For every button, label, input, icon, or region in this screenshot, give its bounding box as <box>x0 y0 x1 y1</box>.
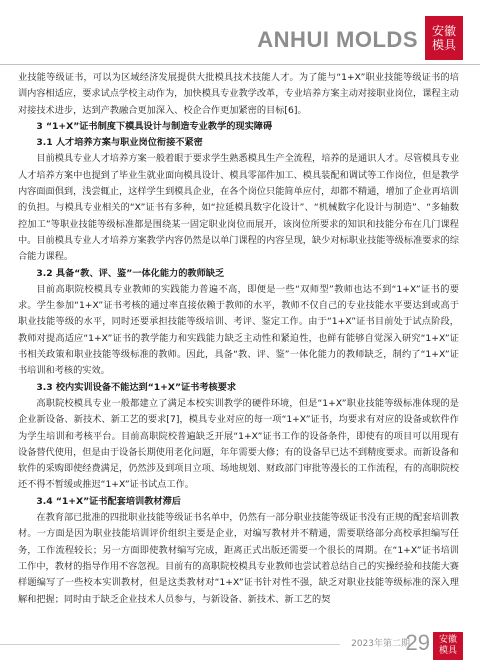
section-heading: 3.3 校内实训设备不能达到“1+X”证书考核要求 <box>36 381 237 393</box>
footer-divider <box>0 644 340 645</box>
body-paragraph: 目前模具专业人才培养方案一般着眼于要求学生熟悉模具生产全流程，培养的是通识人才。尽管模具专业人才培养方案中也提到了毕业生就业面向模具设计、模具零部件加工、模具装配和调试等工作岗位，但是教学内容面面俱到，浅尝辄止，这样学生到模具企业，在各个岗位只能简单应付，却都不精通，增加了企业再培训的负担。与模具专业相关的“X”证书有多种，如“拉延模具数字化设计”、“机械数字化设计与制造”、“多轴数控加工”等职业技能等级标准都是围绕某一固定职业岗位而展开，该岗位所要求的知识和技能分布在几门课程中。目前模具专业人才培养方案教学内容仍然是以单门课程的内容呈现，缺少对标职业技能等级标准要求的综合能力课程。 <box>18 153 460 263</box>
section-heading: 3.2 具备“教、评、鉴”一体化能力的教师缺乏 <box>36 267 225 279</box>
header-divider <box>0 64 480 65</box>
footer-logo <box>433 632 463 660</box>
article-body <box>18 70 459 608</box>
body-paragraph: 高职院校模具专业一般都建立了满足本校实训教学的硬件环境，但是“1+X”职业技能等级标准体现的是企业新设备、新技术、新工艺的要求[7]，模具专业对应的每一项“1+X”证书，均要求有对应的设备或软件作为学生培训和考核平台。目前高职院校普遍缺乏开展“1+X”证书工作的设备条件，即使有的项目可以用现有设备替代使用，但是由于设备长期使用老化问题，年年需要大修；有的设备早已达不到精度要求。而新设备和软件的采购即使经费满足，仍然涉及到项目立项、场地规划、财政部门审批等漫长的工作流程，有的高职院校还不得不暂缓或推迟“1+X”证书试点工作。 <box>18 397 459 491</box>
footer-logo-line-1: 安徽 <box>438 635 457 645</box>
footer-logo-line-2: 模具 <box>438 646 457 656</box>
logo-line-1: 安徽 <box>431 24 456 38</box>
section-heading: 3.1 人才培养方案与职业岗位衔接不紧密 <box>36 137 203 149</box>
section-heading: 3.4 “1+X”证书配套培训教材滞后 <box>36 495 181 507</box>
page-header <box>0 0 480 62</box>
body-paragraph: 业技能等级证书，可以为区域经济发展提供大批模具技术技能人才。为了能与“1+X”职业技能等级证书的培训内容相适应，要求试点学校主动作为，加快模具专业教学改革，专业培养方案主动对接职业岗位，课程主动对接技术进步，达到产教融合更加深入、校企合作更加紧密的目标[6]。 <box>18 72 459 116</box>
issue-label: 2023年第二期 <box>351 639 410 649</box>
page-number: 29 <box>405 630 430 655</box>
body-paragraph: 在教育部已批准的四批职业技能等级证书名单中，仍然有一部分职业技能等级证书没有正规的配套培训教材。一方面是因为职业技能培训评价组织主要是企业，对编写教材并不精通，需要联络部分高校承担编写任务，工作流程较长；另一方面即使教材编写完成，距离正式出版还需要一个很长的周期。在“1+X”证书培训工作中，教材的指导作用不容忽视。目前有的高职院校模具专业教师也尝试着总结自己的实操经验和技能大赛样题编写了一些校本实训教材，但是这类教材对“1+X”证书针对性不强，缺乏对职业技能等级标准的深入理解和把握；同时由于缺乏企业技术人员参与，与新设备、新技术、新工艺的契 <box>18 512 460 605</box>
page-footer <box>0 632 480 665</box>
magazine-brand: ANHUI MOLDS <box>257 27 418 52</box>
section-heading: 3 “1+X”证书制度下模具设计与制造专业教学的现实障碍 <box>36 120 273 132</box>
body-paragraph: 目前高职院校模具专业教师的实践能力普遍不高，即便是一些“双师型”教师也达不到“1+X”证书的要求。学生参加“1+X”证书考核的通过率直接依赖于教师的水平，教师不仅自己的专业技能水平要达到或高于职业技能等级的水平，同时还要承担技能等级培训、考评、鉴定工作。由于“1+X”证书目前处于试点阶段，教师对提高适应“1+X”证书的教学能力和实践能力缺乏主动性和紧迫性，也鲜有能够自觉深入研究“1+X”证书相关政策和职业技能等级标准的教师。因此，具备“教、评、鉴”一体化能力的教师缺乏，制约了“1+X”证书培训和考核的实效。 <box>18 283 459 377</box>
magazine-logo <box>425 16 463 60</box>
logo-line-2: 模具 <box>431 38 456 52</box>
